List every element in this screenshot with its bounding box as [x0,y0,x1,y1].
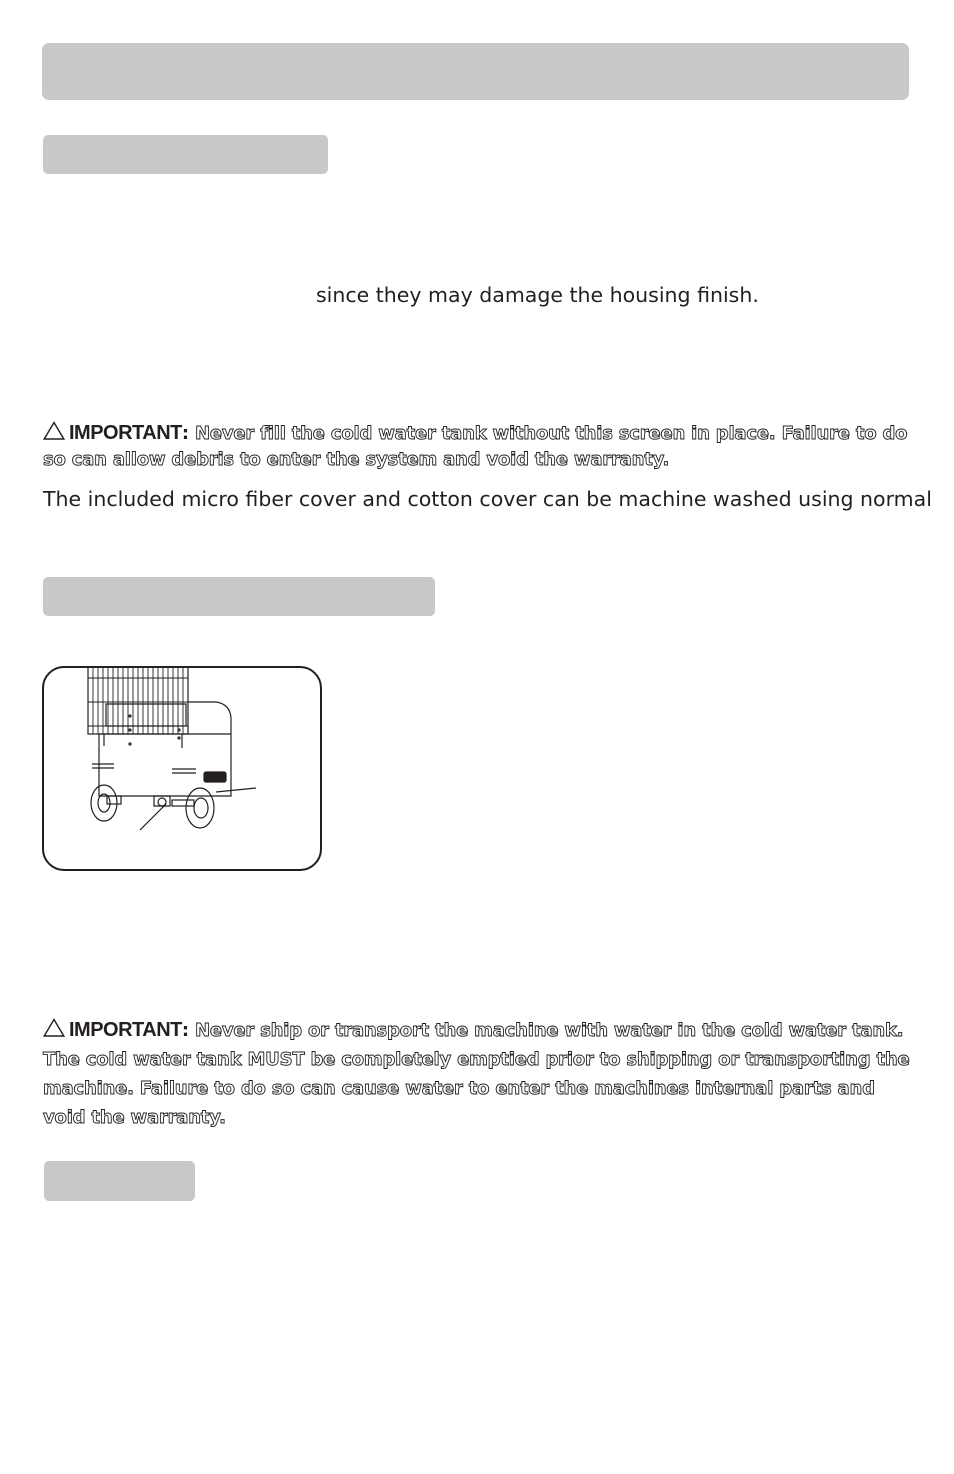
warning-triangle-icon [43,1018,65,1037]
machine-drain-illustration-icon [44,668,320,869]
important-notice-screen: IMPORTANT: Never fill the cold water tank without this screen in place. Failure to do so can allow debris to enter the system and void the warranty. [43,422,908,470]
section-heading-bar-storage [44,1161,195,1201]
drain-figure-frame [42,666,322,871]
important-notice-transport: IMPORTANT: Never ship or transport the machine with water in the cold water tank. The cold water tank MUST be completely emptied prior to shipping or transporting the machine. Failure to do so can cause water to enter the machines internal parts and void the warranty. [43,1019,910,1128]
cover-washing-text: The included micro fiber cover and cotton cover can be machine washed using normal [43,487,932,511]
section-heading-bar-cleaning [43,135,328,174]
housing-finish-text: since they may damage the housing finish. [316,283,759,307]
important-text: Never ship or transport the machine with water in the cold water tank. The cold water tank MUST be completely emptied prior to shipping or transporting the machine. Failure to do so can cause water to enter the machines internal parts and void the warranty. [43,1020,910,1128]
important-label: IMPORTANT [69,1019,182,1041]
important-label: IMPORTANT [69,422,182,444]
warning-triangle-icon [43,421,65,440]
section-heading-bar-draining [43,577,435,616]
page-title-bar [42,43,909,100]
important-text: Never fill the cold water tank without this screen in place. Failure to do so can allow debris to enter the system and void the warranty. [43,423,908,470]
